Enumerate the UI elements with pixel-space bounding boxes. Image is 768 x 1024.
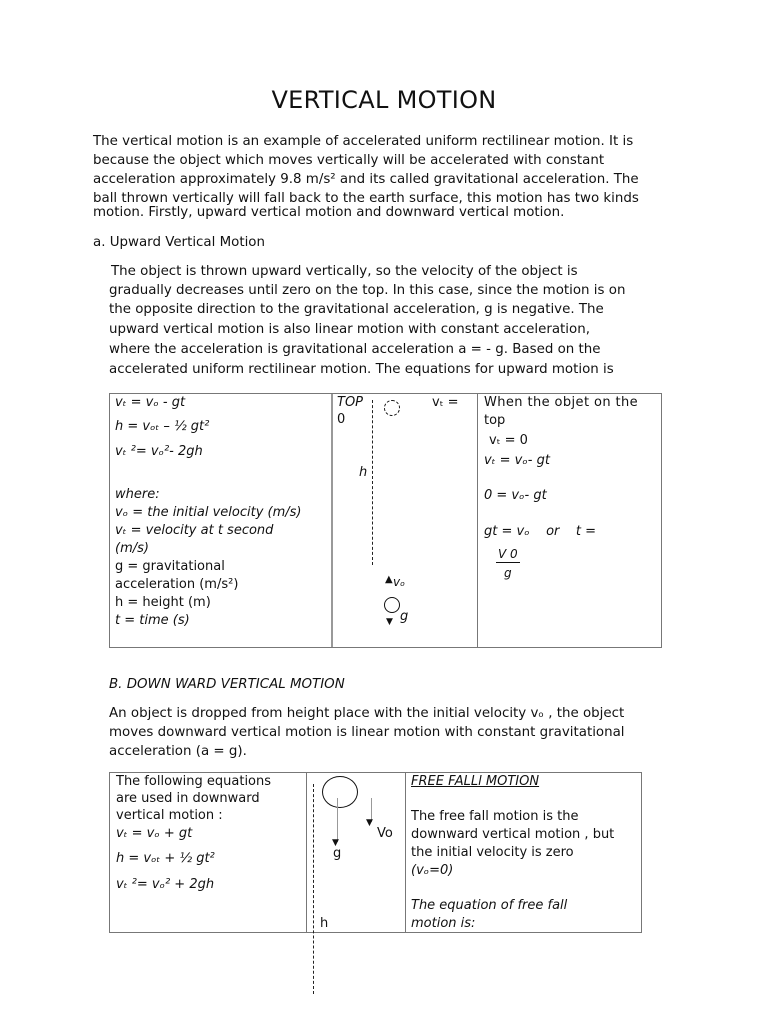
text-line: because the object which moves vertically will be accelerated with constant bbox=[93, 153, 605, 168]
equation: h = vₒₜ + ½ gt² bbox=[116, 851, 215, 866]
text-line: moves downward vertical motion is linear motion with constant gravitational bbox=[109, 725, 625, 740]
h-label: h bbox=[359, 465, 368, 480]
text-line: where the acceleration is gravitational acceleration a = - g. Based on the bbox=[109, 342, 601, 357]
fraction-denominator: g bbox=[504, 566, 512, 580]
vt-label: vₜ = bbox=[432, 395, 459, 410]
equation: vₜ = vₒ- gt bbox=[484, 453, 550, 468]
column-divider bbox=[306, 773, 307, 932]
arrow-down-icon: ▼ bbox=[386, 617, 393, 627]
text-line: acceleration (m/s²) bbox=[115, 577, 239, 592]
text-line: g = gravitational bbox=[115, 559, 225, 574]
text-line: motion. Firstly, upward vertical motion and downward vertical motion. bbox=[93, 205, 565, 220]
text-line: vertical motion : bbox=[116, 808, 223, 823]
height-dashed-line bbox=[313, 784, 314, 994]
equation: gt = vₒ or t = bbox=[484, 524, 597, 539]
equation: 0 = vₒ- gt bbox=[484, 488, 547, 503]
height-dashed-line bbox=[372, 400, 373, 565]
equation: vₜ = 0 bbox=[489, 433, 528, 448]
text-line: upward vertical motion is also linear motion with constant acceleration, bbox=[109, 322, 590, 337]
text-line: downward vertical motion , but bbox=[411, 827, 615, 842]
text-line: When the objet on the bbox=[484, 395, 639, 410]
equation: vₜ ²= vₒ² + 2gh bbox=[116, 877, 215, 892]
text-line: the initial velocity is zero bbox=[411, 845, 574, 860]
text-line: acceleration (a = g). bbox=[109, 744, 247, 759]
arrow-up-icon: ▲ bbox=[385, 574, 393, 585]
top-label: TOP bbox=[337, 395, 364, 410]
zero-label: 0 bbox=[337, 412, 346, 427]
text-line: The equation of free fall bbox=[411, 898, 568, 913]
text-line: accelerated uniform rectilinear motion. The equations for upward motion is bbox=[109, 362, 614, 377]
text-line: motion is: bbox=[411, 916, 476, 931]
free-fall-heading: FREE FALLl MOTION bbox=[411, 774, 540, 789]
text-line: top bbox=[484, 413, 506, 428]
equation: vₜ = vₒ - gt bbox=[115, 395, 186, 410]
text-line: are used in downward bbox=[116, 791, 260, 806]
text-line: vₜ = velocity at t second bbox=[115, 523, 274, 538]
ball-top-icon bbox=[384, 400, 400, 416]
text-line: The vertical motion is an example of accelerated uniform rectilinear motion. It is bbox=[93, 134, 634, 149]
text-line: acceleration approximately 9.8 m/s² and its called gravitational acceleration. The bbox=[93, 172, 639, 187]
text-line: where: bbox=[115, 487, 160, 502]
equation: h = vₒₜ – ½ gt² bbox=[115, 419, 210, 434]
text-line: (m/s) bbox=[115, 541, 149, 556]
g-label: g bbox=[333, 846, 342, 861]
section-heading: a. Upward Vertical Motion bbox=[93, 235, 265, 250]
ball-icon bbox=[322, 776, 358, 808]
column-divider bbox=[331, 394, 333, 647]
column-divider bbox=[477, 394, 478, 647]
text-line: t = time (s) bbox=[115, 613, 190, 628]
text-line: the opposite direction to the gravitational acceleration, g is negative. The bbox=[109, 302, 604, 317]
g-arrow-line bbox=[337, 798, 338, 842]
arrow-down-icon: ▼ bbox=[332, 838, 339, 848]
vo-label: Vo bbox=[377, 826, 393, 841]
text-line: The following equations bbox=[116, 774, 272, 789]
fraction-numerator: V 0 bbox=[498, 547, 518, 561]
equation: (vₒ=0) bbox=[411, 863, 454, 878]
arrow-down-icon: ▼ bbox=[366, 818, 373, 828]
h-label: h bbox=[320, 916, 329, 931]
g-label: g bbox=[400, 609, 409, 624]
text-line: An object is dropped from height place with the initial velocity vₒ , the object bbox=[109, 706, 625, 721]
equation: vₜ ²= vₒ²- 2gh bbox=[115, 444, 203, 459]
page-title: VERTICAL MOTION bbox=[271, 86, 497, 114]
text-line: h = height (m) bbox=[115, 595, 211, 610]
text-line: The free fall motion is the bbox=[411, 809, 579, 824]
text-line: gradually decreases until zero on the top. In this case, since the motion is on bbox=[109, 283, 626, 298]
vo-label: vₒ bbox=[393, 575, 406, 589]
column-divider bbox=[405, 773, 406, 932]
ball-icon bbox=[384, 597, 400, 613]
equation: vₜ = vₒ + gt bbox=[116, 826, 193, 841]
text-line: vₒ = the initial velocity (m/s) bbox=[115, 505, 302, 520]
section-heading: B. DOWN WARD VERTICAL MOTION bbox=[109, 677, 345, 692]
text-line: ball thrown vertically will fall back to the earth surface, this motion has two kinds bbox=[93, 191, 639, 206]
text-line: The object is thrown upward vertically, so the velocity of the object is bbox=[111, 264, 578, 279]
